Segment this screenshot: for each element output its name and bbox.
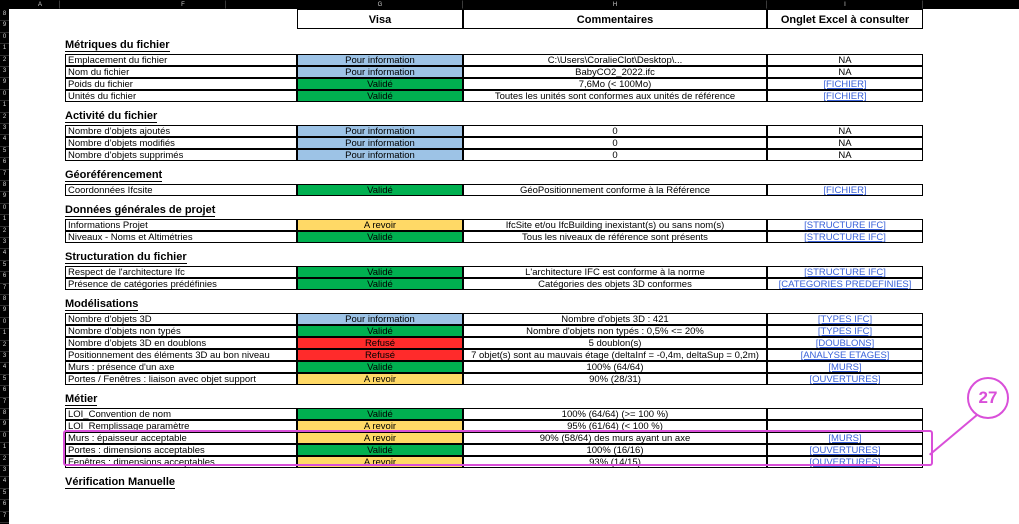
- row-label: Informations Projet: [65, 219, 297, 231]
- callout-leader-line: [929, 414, 978, 455]
- row-label: Murs : présence d'un axe: [65, 361, 297, 373]
- row-comment: BabyCO2_2022.ifc: [463, 66, 767, 78]
- row-header[interactable]: 3: [0, 237, 9, 249]
- row-header[interactable]: 8: [0, 9, 9, 21]
- tab-link[interactable]: [767, 219, 923, 231]
- row-comment: 100% (64/64): [463, 361, 767, 373]
- status-badge: Validé: [297, 184, 463, 196]
- section-title: Métier: [65, 393, 98, 405]
- row-comment: Toutes les unités sont conformes aux unités de référence: [463, 90, 767, 102]
- row-header[interactable]: 9: [0, 191, 9, 203]
- tab-link[interactable]: [767, 266, 923, 278]
- section-title: Structuration du fichier: [65, 251, 187, 263]
- tab-link-label[interactable]: [FICHIER]: [823, 185, 867, 196]
- row-header[interactable]: 6: [0, 157, 9, 169]
- row-label: LOI_Remplissage paramètre: [65, 420, 297, 432]
- row-header[interactable]: 9: [0, 305, 9, 317]
- column-header-a[interactable]: A: [20, 0, 60, 9]
- row-header[interactable]: 0: [0, 32, 9, 44]
- row-comment: 100% (64/64) (>= 100 %): [463, 408, 767, 420]
- row-header[interactable]: 3: [0, 465, 9, 477]
- status-badge: A revoir: [297, 432, 463, 444]
- tab-link-label[interactable]: [FICHIER]: [823, 91, 867, 102]
- row-header[interactable]: 6: [0, 499, 9, 511]
- status-badge: A revoir: [297, 373, 463, 385]
- row-header[interactable]: 2: [0, 340, 9, 352]
- tab-link[interactable]: [767, 184, 923, 196]
- section-title: Activité du fichier: [65, 110, 158, 122]
- tab-value: [767, 408, 923, 420]
- tab-value: NA: [767, 66, 923, 78]
- status-badge: Pour information: [297, 313, 463, 325]
- tab-link[interactable]: [767, 361, 923, 373]
- tab-link-label[interactable]: [OUVERTURES]: [809, 374, 881, 385]
- row-header[interactable]: 4: [0, 362, 9, 374]
- row-comment: Tous les niveaux de référence sont présents: [463, 231, 767, 243]
- section-title: Données générales de projet: [65, 204, 216, 216]
- row-label: LOI_Convention de nom: [65, 408, 297, 420]
- status-badge: A revoir: [297, 456, 463, 468]
- row-comment: 93% (14/15): [463, 456, 767, 468]
- row-label: Murs : épaisseur acceptable: [65, 432, 297, 444]
- row-header[interactable]: 8: [0, 180, 9, 192]
- row-header[interactable]: 8: [0, 408, 9, 420]
- row-label: Nombre d'objets modifiés: [65, 137, 297, 149]
- row-label: Nombre d'objets supprimés: [65, 149, 297, 161]
- section-title: Métriques du fichier: [65, 39, 170, 51]
- status-badge: Pour information: [297, 54, 463, 66]
- status-badge: Validé: [297, 408, 463, 420]
- status-badge: Validé: [297, 231, 463, 243]
- row-header[interactable]: 0: [0, 431, 9, 443]
- tab-link-label[interactable]: [ANALYSE ETAGES]: [800, 350, 890, 361]
- tab-link[interactable]: [767, 78, 923, 90]
- tab-link-label[interactable]: [MURS]: [828, 362, 862, 373]
- row-label: Niveaux - Noms et Altimétries: [65, 231, 297, 243]
- section-title: Géoréférencement: [65, 169, 163, 181]
- row-comment: IfcSite et/ou IfcBuilding inexistant(s) ou sans nom(s): [463, 219, 767, 231]
- tab-value: NA: [767, 54, 923, 66]
- tab-link-label[interactable]: [TYPES IFC]: [817, 326, 873, 337]
- row-label: Fenêtres : dimensions acceptables: [65, 456, 297, 468]
- row-header[interactable]: 4: [0, 476, 9, 488]
- header-commentaires: Commentaires: [463, 9, 767, 29]
- row-header[interactable]: 5: [0, 488, 9, 500]
- row-label: Portes : dimensions acceptables: [65, 444, 297, 456]
- row-header[interactable]: 8: [0, 294, 9, 306]
- row-header[interactable]: 5: [0, 374, 9, 386]
- status-badge: Refusé: [297, 349, 463, 361]
- row-label: Portes / Fenêtres : liaison avec objet support: [65, 373, 297, 385]
- status-badge: Validé: [297, 325, 463, 337]
- tab-link[interactable]: [767, 325, 923, 337]
- row-header[interactable]: 6: [0, 271, 9, 283]
- tab-link-label[interactable]: [CATEGORIES PREDEFINIES]: [778, 279, 912, 290]
- row-comment: 7,6Mo (< 100Mo): [463, 78, 767, 90]
- row-label: Emplacement du fichier: [65, 54, 297, 66]
- row-label: Nombre d'objets ajoutés: [65, 125, 297, 137]
- spreadsheet-column-headers: [0, 0, 1019, 9]
- row-label: Présence de catégories prédéfinies: [65, 278, 297, 290]
- status-badge: Pour information: [297, 137, 463, 149]
- row-comment: 100% (16/16): [463, 444, 767, 456]
- status-badge: Validé: [297, 361, 463, 373]
- row-header[interactable]: 5: [0, 146, 9, 158]
- row-header[interactable]: 9: [0, 419, 9, 431]
- row-label: Unités du fichier: [65, 90, 297, 102]
- status-badge: Refusé: [297, 337, 463, 349]
- row-header[interactable]: 2: [0, 454, 9, 466]
- row-label: Positionnement des éléments 3D au bon niveau: [65, 349, 297, 361]
- row-comment: 0: [463, 149, 767, 161]
- tab-link[interactable]: [767, 278, 923, 290]
- column-header-f[interactable]: F: [140, 0, 226, 9]
- row-header[interactable]: 2: [0, 55, 9, 67]
- tab-link-label[interactable]: [STRUCTURE IFC]: [804, 220, 886, 231]
- status-badge: Validé: [297, 90, 463, 102]
- row-header[interactable]: 1: [0, 100, 9, 112]
- header-onglet: Onglet Excel à consulter: [767, 9, 923, 29]
- status-badge: A revoir: [297, 420, 463, 432]
- tab-link[interactable]: [767, 231, 923, 243]
- row-comment: 90% (58/64) des murs ayant un axe: [463, 432, 767, 444]
- row-label: Coordonnées Ifcsite: [65, 184, 297, 196]
- column-header-h[interactable]: H: [463, 0, 767, 9]
- row-header[interactable]: 9: [0, 20, 9, 32]
- status-badge: Validé: [297, 78, 463, 90]
- status-badge: Pour information: [297, 125, 463, 137]
- row-comment: 5 doublon(s): [463, 337, 767, 349]
- row-header[interactable]: 7: [0, 283, 9, 295]
- tab-link[interactable]: [767, 90, 923, 102]
- row-comment: L'architecture IFC est conforme à la norme: [463, 266, 767, 278]
- row-header[interactable]: 1: [0, 214, 9, 226]
- row-comment: 95% (61/64) (< 100 %): [463, 420, 767, 432]
- section-title: Modélisations: [65, 298, 139, 310]
- tab-link-label[interactable]: [FICHIER]: [823, 79, 867, 90]
- status-badge: Validé: [297, 444, 463, 456]
- tab-link-label[interactable]: [OUVERTURES]: [809, 457, 881, 468]
- tab-link-label[interactable]: [STRUCTURE IFC]: [804, 232, 886, 243]
- row-header[interactable]: 1: [0, 328, 9, 340]
- row-header[interactable]: 6: [0, 385, 9, 397]
- tab-link[interactable]: [767, 337, 923, 349]
- row-header[interactable]: 3: [0, 66, 9, 78]
- row-label: Nom du fichier: [65, 66, 297, 78]
- row-header[interactable]: 9: [0, 77, 9, 89]
- tab-value: NA: [767, 137, 923, 149]
- tab-link[interactable]: [767, 456, 923, 468]
- row-comment: GéoPositionnement conforme à la Référence: [463, 184, 767, 196]
- tab-value: NA: [767, 125, 923, 137]
- tab-link-label[interactable]: [OUVERTURES]: [809, 445, 881, 456]
- row-header[interactable]: 0: [0, 89, 9, 101]
- tab-link[interactable]: [767, 432, 923, 444]
- tab-link-label[interactable]: [STRUCTURE IFC]: [804, 267, 886, 278]
- status-badge: Pour information: [297, 66, 463, 78]
- callout-badge-27: 27: [967, 377, 1009, 419]
- row-comment: 7 objet(s) sont au mauvais étage (deltaInf = -0,4m, deltaSup = 0,2m): [463, 349, 767, 361]
- tab-value: [767, 420, 923, 432]
- row-label: Nombre d'objets 3D: [65, 313, 297, 325]
- row-comment: Nombre d'objets 3D : 421: [463, 313, 767, 325]
- column-header-i[interactable]: I: [767, 0, 923, 9]
- tab-link[interactable]: [767, 444, 923, 456]
- column-header-g[interactable]: G: [297, 0, 463, 9]
- section-title: Vérification Manuelle: [65, 476, 176, 488]
- row-header[interactable]: 3: [0, 123, 9, 135]
- row-label: Poids du fichier: [65, 78, 297, 90]
- row-header[interactable]: 5: [0, 260, 9, 272]
- row-header[interactable]: 7: [0, 397, 9, 409]
- tab-link[interactable]: [767, 313, 923, 325]
- row-header[interactable]: 1: [0, 43, 9, 55]
- row-label: Nombre d'objets non typés: [65, 325, 297, 337]
- tab-link-label[interactable]: [TYPES IFC]: [817, 314, 873, 325]
- status-badge: A revoir: [297, 219, 463, 231]
- tab-link-label[interactable]: [MURS]: [828, 433, 862, 444]
- tab-link[interactable]: [767, 373, 923, 385]
- row-header[interactable]: 7: [0, 511, 9, 523]
- row-comment: 0: [463, 125, 767, 137]
- row-header[interactable]: 2: [0, 112, 9, 124]
- row-header[interactable]: 0: [0, 203, 9, 215]
- row-comment: Nombre d'objets non typés : 0,5% <= 20%: [463, 325, 767, 337]
- row-label: Respect de l'architecture Ifc: [65, 266, 297, 278]
- row-header[interactable]: 1: [0, 442, 9, 454]
- row-header[interactable]: 7: [0, 169, 9, 181]
- row-label: Nombre d'objets 3D en doublons: [65, 337, 297, 349]
- spreadsheet-body: [9, 9, 1019, 524]
- tab-value: NA: [767, 149, 923, 161]
- row-header[interactable]: 4: [0, 248, 9, 260]
- row-comment: 90% (28/31): [463, 373, 767, 385]
- status-badge: Pour information: [297, 149, 463, 161]
- row-comment: C:\Users\CoralieClot\Desktop\...: [463, 54, 767, 66]
- spreadsheet-row-headers: [0, 9, 9, 524]
- tab-link-label[interactable]: [DOUBLONS]: [815, 338, 875, 349]
- header-visa: Visa: [297, 9, 463, 29]
- row-comment: Catégories des objets 3D conformes: [463, 278, 767, 290]
- row-header[interactable]: 2: [0, 226, 9, 238]
- tab-link[interactable]: [767, 349, 923, 361]
- row-comment: 0: [463, 137, 767, 149]
- status-badge: Validé: [297, 266, 463, 278]
- row-header[interactable]: 3: [0, 351, 9, 363]
- status-badge: Validé: [297, 278, 463, 290]
- row-header[interactable]: 0: [0, 317, 9, 329]
- row-header[interactable]: 4: [0, 134, 9, 146]
